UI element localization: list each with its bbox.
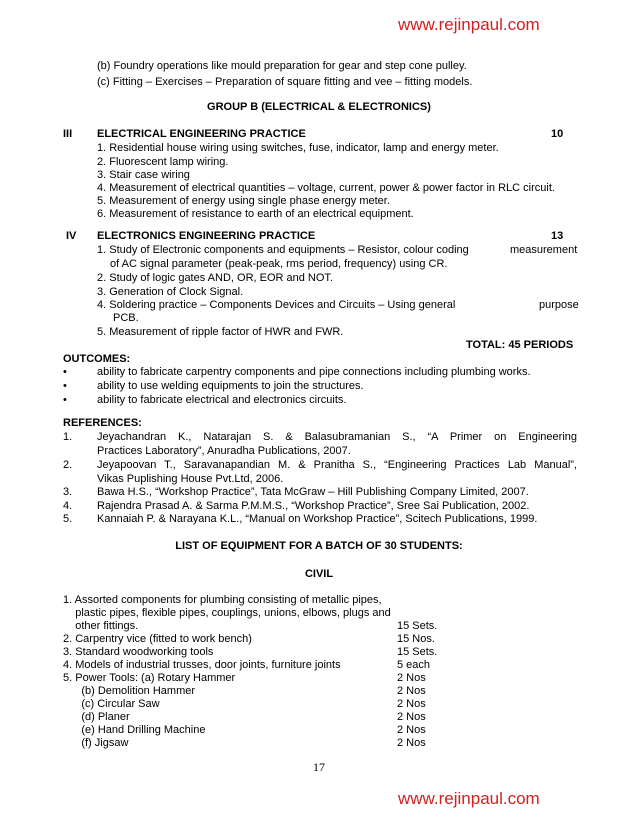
reference-number: 5. bbox=[63, 513, 73, 525]
page-number: 17 bbox=[313, 760, 325, 774]
bullet-icon: • bbox=[63, 380, 67, 392]
bullet-icon: • bbox=[63, 366, 67, 378]
outcome-item: ability to fabricate electrical and electronics circuits. bbox=[97, 394, 347, 406]
equipment-item: (b) Demolition Hammer bbox=[63, 685, 196, 697]
reference-text: Bawa H.S., “Workshop Practice”, Tata McGraw – Hill Publishing Company Limited, 2007. bbox=[97, 486, 529, 498]
equipment-qty: 2 Nos bbox=[397, 698, 426, 710]
reference-number: 1. bbox=[63, 431, 73, 443]
unit-item: 3. Stair case wiring bbox=[97, 169, 190, 181]
reference-text: Kannaiah P. & Narayana K.L., “Manual on Workshop Practice”, Scitech Publications, 1999. bbox=[97, 513, 538, 525]
equipment-qty: 2 Nos bbox=[397, 737, 426, 749]
outcomes-heading: OUTCOMES: bbox=[63, 353, 131, 365]
unit-item: measurement bbox=[510, 244, 578, 256]
equipment-item: 4. Models of industrial trusses, door joints, furniture joints bbox=[63, 659, 341, 671]
unit-item: 4. Measurement of electrical quantities – voltage, current, power & power factor in RLC circuit. bbox=[97, 182, 555, 194]
equipment-qty: 5 each bbox=[397, 659, 431, 671]
total-periods: TOTAL: 45 PERIODS bbox=[466, 339, 574, 351]
reference-number: 4. bbox=[63, 500, 73, 512]
bullet-icon: • bbox=[63, 394, 67, 406]
unit-item: 5. Measurement of energy using single phase energy meter. bbox=[97, 195, 390, 207]
unit-item: 1. Residential house wiring using switches, fuse, indicator, lamp and energy meter. bbox=[97, 142, 499, 154]
unit-number: IV bbox=[66, 230, 77, 242]
unit-item: 6. Measurement of resistance to earth of an electrical equipment. bbox=[97, 208, 414, 220]
equipment-item: (e) Hand Drilling Machine bbox=[63, 724, 206, 736]
equipment-item: 1. Assorted components for plumbing consisting of metallic pipes, bbox=[63, 594, 382, 606]
unit-item: 1. Study of Electronic components and equipments – Resistor, colour coding bbox=[97, 244, 469, 256]
reference-text: Vikas Puplishing House Pvt.Ltd, 2006. bbox=[97, 473, 284, 485]
equipment-item: (d) Planer bbox=[63, 711, 130, 723]
unit-item: 2. Study of logic gates AND, OR, EOR and NOT. bbox=[97, 272, 333, 284]
unit-item: 3. Generation of Clock Signal. bbox=[97, 286, 244, 298]
equipment-qty: 15 Nos. bbox=[397, 633, 435, 645]
intro-line: (b) Foundry operations like mould preparation for gear and step cone pulley. bbox=[97, 60, 467, 72]
reference-number: 2. bbox=[63, 459, 73, 471]
unit-periods: 10 bbox=[551, 128, 564, 140]
reference-text: Jeyachandran K., Natarajan S. & Balasubramanian S., “A Primer on Engineering bbox=[97, 431, 577, 443]
equipment-qty: 15 Sets. bbox=[397, 620, 438, 632]
group-b-heading: GROUP B (ELECTRICAL & ELECTRONICS) bbox=[207, 101, 431, 113]
equipment-heading: LIST OF EQUIPMENT FOR A BATCH OF 30 STUDENTS: bbox=[175, 540, 463, 552]
references-heading: REFERENCES: bbox=[63, 417, 142, 429]
outcome-item: ability to fabricate carpentry components and pipe connections including plumbing works. bbox=[97, 366, 531, 378]
unit-item: 5. Measurement of ripple factor of HWR and FWR. bbox=[97, 326, 344, 338]
unit-number: III bbox=[63, 128, 73, 140]
equipment-qty: 2 Nos bbox=[397, 724, 426, 736]
unit-item: 4. Soldering practice – Components Devices and Circuits – Using general bbox=[97, 299, 456, 311]
equipment-item: plastic pipes, flexible pipes, couplings, unions, elbows, plugs and bbox=[63, 607, 391, 619]
unit-item: 2. Fluorescent lamp wiring. bbox=[97, 156, 229, 168]
unit-item: purpose bbox=[539, 299, 579, 311]
unit-item: of AC signal parameter (peak-peak, rms period, frequency) using CR. bbox=[110, 258, 448, 270]
civil-heading: CIVIL bbox=[304, 568, 334, 580]
equipment-item: other fittings. bbox=[63, 620, 139, 632]
unit-periods: 13 bbox=[551, 230, 564, 242]
outcome-item: ability to use welding equipments to join the structures. bbox=[97, 380, 364, 392]
equipment-qty: 2 Nos bbox=[397, 672, 426, 684]
footer-url[interactable]: www.rejinpaul.com bbox=[398, 789, 540, 808]
header-url[interactable]: www.rejinpaul.com bbox=[398, 15, 540, 34]
reference-text: Rajendra Prasad A. & Sarma P.M.M.S., “Workshop Practice”, Sree Sai Publication, 2002. bbox=[97, 500, 530, 512]
equipment-item: 2. Carpentry vice (fitted to work bench) bbox=[63, 633, 252, 645]
equipment-item: (f) Jigsaw bbox=[63, 737, 129, 749]
intro-line: (c) Fitting – Exercises – Preparation of square fitting and vee – fitting models. bbox=[97, 76, 473, 88]
equipment-item: 5. Power Tools: (a) Rotary Hammer bbox=[63, 672, 236, 684]
unit-title: ELECTRONICS ENGINEERING PRACTICE bbox=[97, 230, 316, 242]
reference-text: Practices Laboratory”, Anuradha Publications, 2007. bbox=[97, 445, 351, 457]
equipment-item: (c) Circular Saw bbox=[63, 698, 160, 710]
reference-number: 3. bbox=[63, 486, 73, 498]
equipment-qty: 2 Nos bbox=[397, 711, 426, 723]
equipment-qty: 2 Nos bbox=[397, 685, 426, 697]
equipment-qty: 15 Sets. bbox=[397, 646, 438, 658]
reference-text: Jeyapoovan T., Saravanapandian M. & Pranitha S., “Engineering Practices Lab Manual”, bbox=[97, 459, 577, 471]
equipment-item: 3. Standard woodworking tools bbox=[63, 646, 214, 658]
unit-title: ELECTRICAL ENGINEERING PRACTICE bbox=[97, 128, 306, 140]
unit-item: PCB. bbox=[113, 312, 139, 324]
